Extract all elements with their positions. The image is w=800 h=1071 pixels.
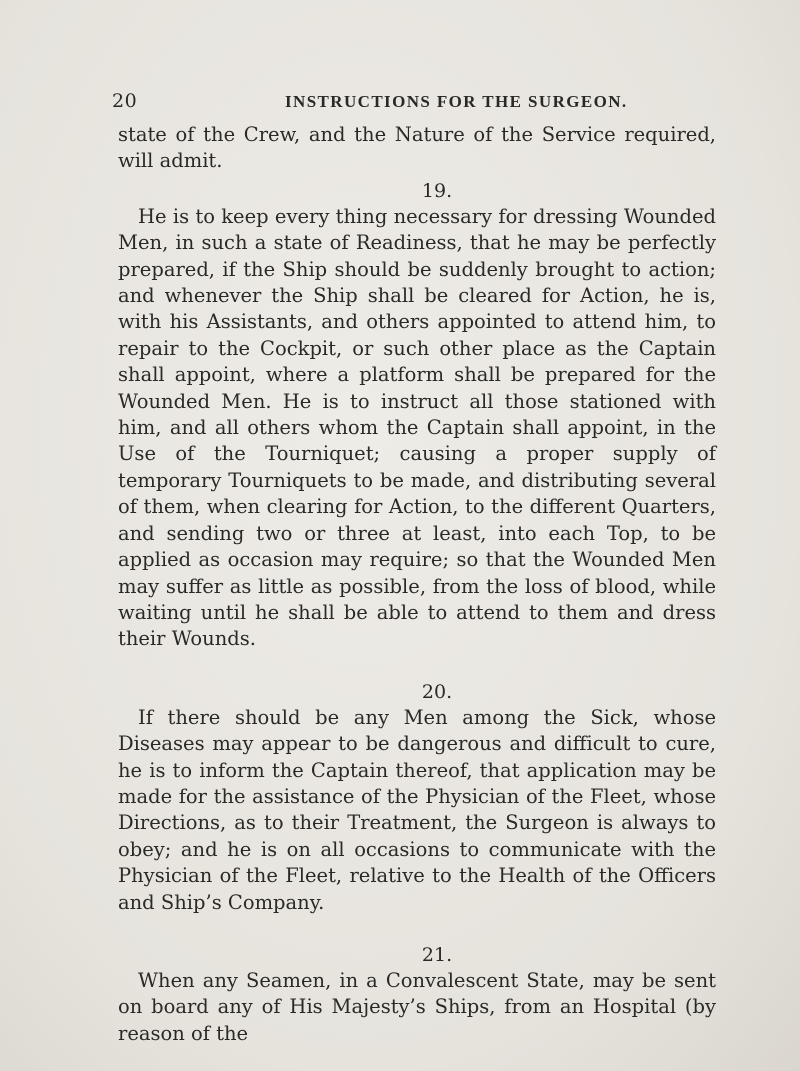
page-header — [0, 88, 800, 118]
body-text — [118, 122, 716, 1047]
running-head: INSTRUCTIONS FOR THE SURGEON. — [285, 92, 628, 111]
section-number-20: 20. — [421, 680, 453, 703]
section-21-paragraph: When any Seamen, in a Convalescent State, may be sent on board any of His Majesty’s Ships, from an Hospital (by reason of the — [118, 968, 716, 1045]
section-20-paragraph: If there should be any Men among the Sick, whose Diseases may appear to be dangerous and difficult to cure, he is to inform the Captain thereof, that application may be made for the assistance of the Physician of the Fleet, whose Directions, as to their Treatment, the Surgeon is always to obey; and he is on all occasions to communicate with the Physician of the Fleet, relative to the Health of the Officers and Ship’s Company. — [118, 705, 716, 914]
section-19-paragraph: He is to keep every thing necessary for dressing Wounded Men, in such a state of Readiness, that he may be perfectly prepared, if the Ship should be suddenly brought to action; and whenever the Ship shall be cleared for Action, he is, with his Assistants, and others appointed to attend him, to repair to the Cockpit, or such other place as the Captain shall appoint, where a platform shall be prepared for the Wounded Men. He is to instruct all those stationed with him, and all others whom the Captain shall appoint, in the Use of the Tourniquet; causing a proper supply of temporary Tourniquets to be made, and distributing several of them, when clearing for Action, to the different Quarters, and sending two or three at least, into each Top, to be applied as occasion may require; so that the Wounded Men may suffer as little as possible, from the loss of blood, while waiting until he shall be able to attend to them and dress their Wounds. — [118, 204, 716, 651]
section-number-19: 19. — [421, 179, 453, 202]
section-number-21: 21. — [421, 943, 453, 966]
continuation-paragraph: state of the Crew, and the Nature of the Service required, will admit. — [118, 123, 716, 173]
page-number: 20 — [112, 90, 138, 112]
